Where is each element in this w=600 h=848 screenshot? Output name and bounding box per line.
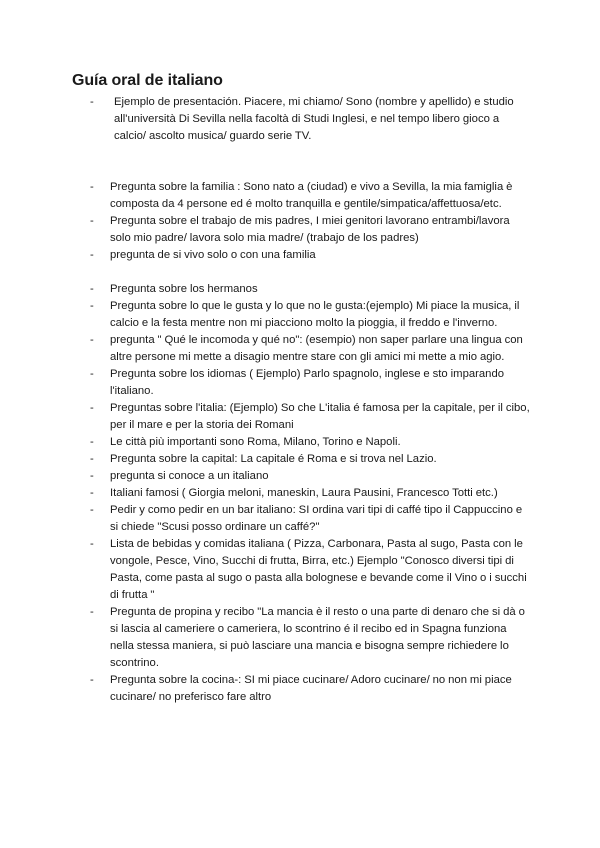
bullet-dash: - — [90, 674, 94, 686]
list-item — [90, 366, 530, 400]
bullet-dash: - — [90, 334, 94, 346]
list-item-text: Preguntas sobre l'italia: (Ejemplo) So che L'italia é famosa per la capitale, per il cibo, per il mare e per la storia dei Romani — [110, 402, 530, 431]
list-item-text: Lista de bebidas y comidas italiana ( Pizza, Carbonara, Pasta al sugo, Pasta con le vongole, Pesce, Vino, Succhi di frutta, Birra, etc.) Ejemplo "Conosco diversi tipi di Pasta, come pasta al sugo o pasta alla bolognese e bevande come il Vino o i succhi di frutta " — [110, 538, 527, 601]
list-item-text: pregunta si conoce a un italiano — [110, 470, 269, 482]
list-item — [90, 247, 530, 264]
list-item — [90, 672, 530, 706]
list-item — [90, 604, 530, 672]
list-item-text: Pregunta sobre los hermanos — [110, 283, 258, 295]
list-item-text: Pregunta de propina y recibo "La mancia è il resto o una parte di denaro che si dà o si lascia al cameriere o cameriera, lo scontrino é il recibo ed in Spagna funziona nella stessa maniera, si può lasciare una mancia e bisogna sempre richiedere lo scontrino. — [110, 606, 525, 669]
list-item-text: Pregunta sobre el trabajo de mis padres, I miei genitori lavorano entrambi/lavora solo mio padre/ lavora solo mia madre/ (trabajo de los padres) — [110, 215, 510, 244]
list-item — [90, 332, 530, 366]
list-item-text: Ejemplo de presentación. Piacere, mi chiamo/ Sono (nombre y apellido) e studio all'università Di Sevilla nella facoltà di Studi Inglesi, e nel tempo libero gioco a calcio/ ascolto musica/ guardo serie TV. — [114, 96, 514, 142]
list-item — [90, 468, 530, 485]
bullet-dash: - — [90, 96, 94, 108]
list-item — [90, 536, 530, 604]
list-item-text: pregunta de si vivo solo o con una familia — [110, 249, 316, 261]
bullet-dash: - — [90, 300, 94, 312]
list-item — [90, 502, 530, 536]
bullet-dash: - — [90, 249, 94, 261]
list-item — [90, 400, 530, 434]
bullet-dash: - — [90, 368, 94, 380]
bullet-dash: - — [90, 181, 94, 193]
document-title: Guía oral de italiano — [72, 72, 223, 89]
bullet-dash: - — [90, 402, 94, 414]
bullet-dash: - — [90, 283, 94, 295]
bullet-dash: - — [90, 215, 94, 227]
question-list — [90, 94, 530, 706]
list-item-text: Pregunta sobre los idiomas ( Ejemplo) Parlo spagnolo, inglese e sto imparando l'italiano. — [110, 368, 505, 397]
bullet-dash: - — [90, 504, 94, 516]
list-item-text: Pregunta sobre la cocina-: SI mi piace cucinare/ Adoro cucinare/ no non mi piace cucinare/ no preferisco fare altro — [110, 674, 512, 703]
bullet-dash: - — [90, 487, 94, 499]
list-item-text: Pedir y como pedir en un bar italiano: SI ordina vari tipi di caffé tipo il Cappuccino e si chiede "Scusi posso ordinare un caffé?" — [110, 504, 523, 533]
list-item-text: Italiani famosi ( Giorgia meloni, maneskin, Laura Pausini, Francesco Totti etc.) — [110, 487, 498, 499]
bullet-dash: - — [90, 538, 94, 550]
list-item-text: Le città più importanti sono Roma, Milano, Torino e Napoli. — [110, 436, 401, 448]
bullet-dash: - — [90, 436, 94, 448]
list-item — [90, 434, 530, 451]
list-item-text: Pregunta sobre lo que le gusta y lo que no le gusta:(ejemplo) Mi piace la musica, il calcio e la festa mentre non mi piacciono molto la pioggia, il freddo e l'inverno. — [110, 300, 520, 329]
bullet-dash: - — [90, 606, 94, 618]
list-item-text: pregunta " Qué le incomoda y qué no": (esempio) non saper parlare una lingua con altre persone mi mette a disagio mentre stare con gli amici mi mette a mio agio. — [110, 334, 523, 363]
list-item-text: Pregunta sobre la capital: La capitale é Roma e si trova nel Lazio. — [110, 453, 437, 465]
bullet-dash: - — [90, 470, 94, 482]
list-item — [90, 298, 530, 332]
list-item — [90, 179, 530, 213]
list-item-text: Pregunta sobre la familia : Sono nato a (ciudad) e vivo a Sevilla, la mia famiglia è composta da 4 persone ed é molto tranquilla e gentile/simpatica/affettuosa/etc. — [110, 181, 513, 210]
list-item — [90, 94, 530, 145]
list-item — [90, 485, 530, 502]
list-item — [90, 213, 530, 247]
list-item — [90, 281, 530, 298]
list-item — [90, 451, 530, 468]
bullet-dash: - — [90, 453, 94, 465]
